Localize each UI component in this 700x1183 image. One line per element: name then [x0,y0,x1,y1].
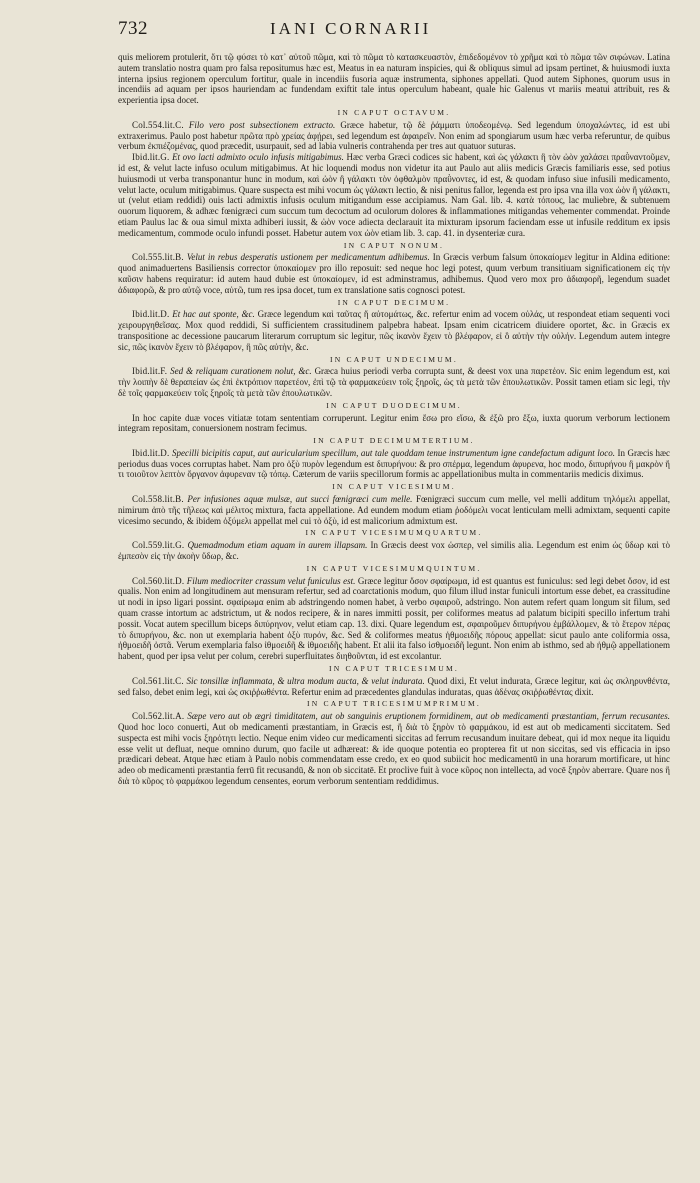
commentary-paragraph [118,676,670,698]
caput-heading: IN CAPUT TRICESIMUMPRIMUM. [306,699,481,709]
lemma-quote: Specilli bicipitis caput, aut auricularium specillum, aut tale quoddam tenue instrumentum igne candefactum adigunt loco. [171,447,616,458]
running-title: IANI CORNARII [270,19,432,38]
lemma-quote: Per infusiones aquæ mulsæ, aut succi fœnigræci cum melle. [187,494,413,505]
lemma-quote: Sic tonsillæ inflammata, & ultra modum aucta, & velut indurata. [186,675,425,686]
caput-heading: IN CAPUT VICESIMUMQUINTUM. [306,563,482,573]
lemma-quote: Filum mediocriter crassum velut funiculus est. [186,575,356,586]
column-reference: Ibid.lit.F. [132,366,168,377]
lemma-quote: Et hac aut sponte, &c. [172,309,255,320]
column-reference: Col.554.lit.C. [132,119,184,130]
caput-heading: IN CAPUT VICESIMUMQUARTUM. [305,528,483,538]
commentary-paragraph [118,448,670,480]
commentary-paragraph [118,366,670,398]
paragraph-text: quis meliorem protulerit, ὅτι τῷ φύσει τὸ κατ᾽ αὐτοῦ πῶμα, καὶ τὸ πῶμα τὸ κατασκευαστὸν, ἐπιδεδομένον τὸ χρῆμα καὶ τὸ πῶμα τῶν σιφώνων. Latina autem translatio nostra quam pro falsa repositumus hæc est, Meatus in ea naturam inspicies, qui & obliquus simul ad ipsam pertinet, & huiusmodi iuxta interna ipsius regionem operculum fortitur, quale in incendiis fusoria aquæ instrumenta, siphones appellati. Quod autem Siphones, quorum usus in incendiis ad aquam per ipsos hauriendam ac fundendam exiftit tale intus operculum habeant, quale hic Galenus vt mariis meatui attribuit, res & experientia ipsa docet. [118,52,670,106]
commentary-paragraph [118,540,670,562]
caput-heading: IN CAPUT DUODECIMUM. [326,400,462,410]
paragraph-text: Fœnigræci succum cum melle, vel melli additum τηλόμελι appellat, nimirum ἀπὸ τῆς τῆλεως καὶ μέλιτος mixtura, facta appellatione. Ad eundem modum etiam ῥοδόμελι vocat lenticulam melli admixtam, sequenti capite vicesimo secundo, & ibidem ὀξύμελι appellat mel cui τὸ ὀξὺ, id est malicorium admixtum est. [118,494,670,526]
commentary-body [118,52,670,787]
lemma-quote: Quemadmodum etiam aquam in aurem illapsam. [187,540,368,551]
column-reference: Col.561.lit.C. [132,675,184,686]
paragraph-text: In Græcis hæc periodus duas voces corruptas habet. Nam pro ὀξὺ πυρὸν legendum est διπυρήνου: & pro σπέρμα, legendum ἀφυρενα, hoc modo, διπυρήνου ἢ μακρὸν ἤ τι τοιοῦτον λεπτὸν ὄργανον ἀφυρεναν τῷ τόπῳ. Cæterum de variis specillorum formis ac appellationibus multa in commentariis medicis diximus. [118,447,671,480]
column-reference: Col.558.lit.B. [132,494,184,505]
column-reference: Ibid.lit.D. [132,309,170,320]
lemma-quote: Velut in rebus desperatis ustionem per medicamentum adhibemus. [186,252,430,263]
caput-heading: IN CAPUT OCTAVUM. [337,107,451,117]
commentary-paragraph [118,120,670,152]
lemma-quote: Filo vero post subsectionem extracto. [188,119,336,130]
column-reference: Col.555.lit.B. [132,252,184,263]
caput-heading: IN CAPUT UNDECIMUM. [330,354,458,364]
commentary-paragraph [118,576,670,662]
paragraph-text: Quod hoc loco conuerti, Aut ob medicamenti præstantiam, in Græcis est, ἢ διὰ τὸ ξηρὸν τὸ φαρμάκου, id est aut ob medicamenti siccitatem. Sed suspecta est mihi vocis ξηρότητι lectio. Neque enim video cur medicamenti siccitas ad ferrum recusandum inuitare debeat, qui id mox neque ita liquidu esse velit ut defluat, neque omnino durum, quo facile ut adhæreat: & ide quoque potentia eo propterea fit ut non siccitas, sed vis efficacia in ipso prædicari debeat. Atque hæc etiam à Paulo nobis commendatam esse credo, ex eo quod subiicit hoc medicamentū in una horarum mortificare, ut hinc adeo ob medicamenti præstantia ferrū fit recusandū, & non ob siccitatē. Et proclive fuit à voce κῦρος non intellecta, ad vocē ξηρὸν aberrare. Quare nos ἢ διὰ τὸ κῦρος τὸ φαρμάκου legendum censentes, eorum verborum sententiam reddidimus. [118,722,670,786]
paragraph-text: Quod dixi, Et velut indurata, Græce legitur, καὶ ὡς σκληρυνθέντα, sed falso, debet enim legi, καὶ ὡς σκιῤῥωθέντα. Refertur enim ad præcedentes glandulas induratas, quas ἀδένας σκιῤῥωθέντας dixit. [118,675,671,697]
lemma-quote: Et ovo lacti admixto oculo infusis mitigabimus. [172,152,344,163]
column-reference: Ibid.lit.G. [132,152,170,163]
commentary-paragraph [118,309,670,352]
commentary-paragraph [118,252,670,295]
lemma-quote: Sed & reliquam curationem nolut, &c. [170,366,312,377]
paragraph-text: Hæc verba Græci codices sic habent, καὶ ὡς γάλακτι ἢ τὸν ὠὸν χαλάσει πραῢναντοῦμεν, id est, & velut lacte infuso oculum mitigabimus. At hic loquendi modus non videtur ita aut Paulo aut aliis medicis Græcis familiaris esse, sed potius huiusmodi ut verba transponantur hunc in modum, καὶ ὠὸν ἢ γάλακτι τὸν ὀφθαλμὸν πραῢνοντες, id est, & quodam infuso siue infusili medicamento, velut lacte, oculum mitigabimus. Quare suspecta est mihi vocum ὡς γάλακτι lectio, & nisi penitus fallor, legenda est pro ipsa vna illa vox ὠὸν ἢ γάλακτι, ut (velut etiam reddidi) ouis lacti admixtis infusis oculum mitigandum esse accipiamus. Nam Gal. lib. 4. κατὰ τόπους, lac muliebre, & subtenuem ouorum liquorem, & adhæc fœnigræci cum succum tum decoctum ad oculorum dolores & inflammationes mitigandas vehementer commendat. Proinde etiam Paulus lac & oua simul mixta adhiberi iussit, & ὠὸν voce adiecta declarauit ita mixturam ipsorum faciendam esse ut infusile redditum ex ipsis medicamentum, commode oculo infundi posset. Habetur autem vox ὠὸν etiam lib. 3. cap. 41. in dysenteriæ cura. [118,152,671,238]
commentary-paragraph [118,152,670,238]
column-reference: Col.559.lit.G. [132,540,185,551]
paragraph-text: In Græcis verbum falsum ὑποκαίομεν legitur in Aldina editione: quod animaduertens Basiliensis corrector ὑποκαίομεν pro illo reposuit: sed neque hoc legi potest, quum verbum transitiuam significationem εἰς τὴν καῦσιν habens requiratur: id autem haud dubie est ὑποκαίομεν, id est adminstramus, adhibemus. Quod vero mox pro ἀδιαφορῆ, legendum suadet ἀδιαφορῶ, & pro αὐτῷ voce, αὐτῶ, tum res ipsa docet, tum ex translatione satis cognosci potest. [118,252,671,295]
paragraph-text: Græce habetur, τῷ δὲ ῥάμματι ὑποδεομένῳ. Sed legendum ὑποχαλώντες, id est ubi extraxerimus. Paulo post habetur πρῶτα πρὸ χρείας ἀφῄρει, sed legendum est ἀφαιρεῖν. Non enim ad spongiarum usum hæc verba referuntur, de quibus verbum ἐκπιέζομένας, quod præcedit, usurpauit, sed ad labia vulneris contrahenda per tres aut quatuor suturas. [118,119,670,152]
commentary-paragraph [118,52,670,106]
caput-heading: IN CAPUT TRICESIMUM. [328,664,459,674]
commentary-paragraph [118,494,670,526]
commentary-paragraph [118,711,670,787]
lemma-quote: Sæpe vero aut ob ægri timiditatem, aut ob sanguinis eruptionem formidinem, aut ob medicamenti præstantiam, ferrum recusantes. [187,711,671,722]
paragraph-text: In Græcis deest vox ὡσπερ, vel similis alia. Legendum est enim ὡς ὕδωρ καὶ τὸ ἐμπεσὸν εἰς τὴν ἀκοὴν ὕδωρ, &c. [118,540,671,562]
column-reference: Col.560.lit.D. [132,575,185,586]
column-reference: Ibid.lit.D. [132,447,170,458]
page-header [118,18,670,52]
caput-heading: IN CAPUT DECIMUMTERTIUM. [313,436,475,446]
paragraph-text: Græce legendum καὶ ταῦτας ἤ αὐτομάτως, &c. refertur enim ad vocem οὐλάς, ut respondeat etiam sequenti voci χειρουργηθεῖσας. Mox quod reddidi, Si sufficientem crassitudinem palpebra habeat. Ipsam enim cicatricem diuidere oportet, &c. in Græcis ex transpositione ac decessione paucarum literarum corruptum sic legitur, πῶς ἱκανὸν ἔχειν τὸ βλέφαρον, εἰ ὃ αὐτὴν τὴν οὐλήν. Legendum autem integre sic, πῶς ἱκανὸν ἔχειν τὸ βλέφαρον, ἢ πῶς αὐτὴν, &c. [118,309,671,352]
caput-heading: IN CAPUT DECIMUM. [337,297,451,307]
paragraph-text: Græca huius periodi verba corrupta sunt, & deest vox una παρετέον. Sic enim legendum est, καὶ τὴν λοιπὴν δὲ θεραπείαν ὡς ἐπὶ ἐκτρόπιον παρετέον, ἐπὶ τῷ τὰ φαρμακεύειν τοῖς ξηροῖς, ὡς τὰ μετὰ τῶν ἐπουλωτικῶν. Possit tamen etiam sic legi, τὴν δὲ τοῖς φαρμακεύειν τοῖς ξηροῖς τὰ μετὰ τῶν ἐπουλωτικῶν. [118,366,671,398]
paragraph-text: Græce legitur ὅσον σφαίρωμα, id est quantus est funiculus: sed legi debet ὅσον, id est qualis. Non enim ad longitudinem aut mensuram refertur, sed ad coarctationis modum, quo filum illud instar funiculi intortum esse debet, ea crassitudine ut nodi in ipso ligari possint. σφαίρωμα enim ab adstringendo nomen habet, à verbo σφαιροῦ, adstringo. Non autem refert quam longum sit filum, sed quam crasse intortum ac adstrictum, ut & nodos recipere, & in nares immitti possit, per coliformes meatus ad palatum bicipiti specillo infertum trahi possit. Vocat autem specillum biceps διπύρηνον, velut etiam cap. 13. dixi. Quare legendum est, σφαιροῦμεν διπυρήνου ἐμβάλλομεν, & τὸ ἔτερον πέρας τὸ διπυρήνου, &c. non ut exemplaria habent ὀξὺ πυρόν, &c. Sed & coliformes meatus ἡθμοειδῆς πόρους appellat: sicut paulo ante coliformia ossa, ἠθμοειδῆ ὀστᾶ. Verum exemplaria falso ἰθμοειδῆ & ἰθμοειδῆς habent. Et alii ita falso ἰσθμοειδῆ legunt. Non enim ab isthmo, sed ab ἡθμῷ appellationem habent, quod per ipsa velut per colum, cerebri superfluitates διηθοῦνται, id est excolantur. [118,575,671,662]
paragraph-text: In hoc capite duæ voces vitiatæ totam sententiam corruperunt. Legitur enim ἔσω pro εἴσω, & ἐξῶ pro ἔξω, iuxta quorum verborum lectionem integram repositam, conuersionem nostram fecimus. [118,412,670,434]
caput-heading: IN CAPUT NONUM. [343,240,445,250]
caput-heading: IN CAPUT VICESIMUM. [332,482,456,492]
page-number: 732 [118,18,148,39]
commentary-paragraph [118,413,670,435]
column-reference: Col.562.lit.A. [132,711,185,722]
